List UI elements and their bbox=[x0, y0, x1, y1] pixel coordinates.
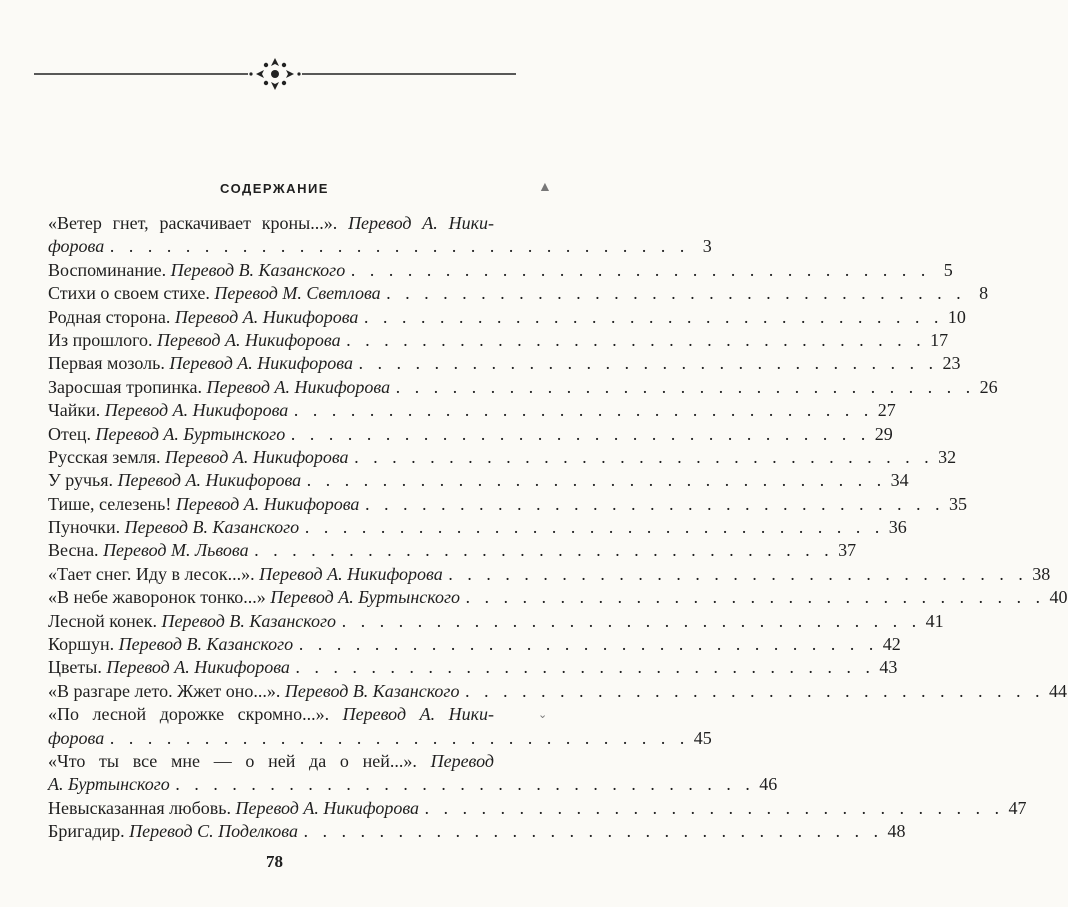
leader-dots: . . . . . . . . . . . . . . . . . . . . . . . . . . . . . . . bbox=[396, 376, 976, 397]
entry-page: 26 bbox=[979, 376, 998, 397]
entry-page: 5 bbox=[943, 259, 953, 280]
toc-entry bbox=[48, 399, 896, 422]
toc-entry bbox=[48, 610, 944, 633]
entry-title: Отец. bbox=[48, 423, 91, 444]
toc-entry-text bbox=[48, 423, 285, 446]
toc-entry bbox=[48, 423, 893, 446]
toc-entry bbox=[48, 797, 1027, 820]
entry-translator: Перевод А. Никифорова bbox=[206, 376, 391, 397]
toc-entry-text bbox=[48, 493, 359, 516]
toc-entry bbox=[48, 750, 494, 773]
entry-page: 46 bbox=[759, 774, 778, 795]
entry-page: 34 bbox=[890, 470, 909, 491]
entry-title: Русская земля. bbox=[48, 446, 161, 467]
entry-translator: Перевод А. Буртынского bbox=[270, 587, 461, 608]
table-of-contents bbox=[48, 212, 1068, 844]
entry-translator: Перевод В. Казанского bbox=[124, 517, 300, 538]
leader-dots: . . . . . . . . . . . . . . . . . . . . . . . . . . . . . . . bbox=[110, 727, 690, 748]
entry-page: 40 bbox=[1049, 587, 1068, 608]
entry-translator: Перевод А. Никифорова bbox=[175, 493, 360, 514]
entry-page: 38 bbox=[1032, 563, 1051, 584]
leader-dots: . . . . . . . . . . . . . . . . . . . . . . . . . . . . . . . bbox=[466, 587, 1046, 608]
entry-title: Пуночки. bbox=[48, 517, 121, 538]
entry-page: 3 bbox=[702, 236, 712, 257]
toc-entry-text bbox=[48, 516, 299, 539]
leader-dots: . . . . . . . . . . . . . . . . . . . . . . . . . . . . . . . bbox=[294, 400, 874, 421]
entry-translator: Перевод bbox=[430, 750, 494, 771]
entry-translator: форова bbox=[48, 236, 105, 257]
toc-entry bbox=[48, 539, 857, 562]
entry-translator: Перевод А. Никифорова bbox=[259, 563, 443, 584]
toc-entry-text bbox=[48, 563, 443, 586]
entry-page: 32 bbox=[938, 446, 957, 467]
entry-page: 41 bbox=[925, 610, 944, 631]
toc-entry-text bbox=[48, 633, 293, 656]
entry-title: Заросшая тропинка. bbox=[48, 376, 203, 397]
entry-page: 8 bbox=[979, 283, 989, 304]
toc-entry-text bbox=[48, 469, 301, 492]
leader-dots: . . . . . . . . . . . . . . . . . . . . . . . . . . . . . . . bbox=[342, 610, 922, 631]
leader-dots: . . . . . . . . . . . . . . . . . . . . . . . . . . . . . . . bbox=[465, 680, 1045, 701]
entry-page: 44 bbox=[1048, 680, 1067, 701]
entry-page: 36 bbox=[888, 517, 907, 538]
entry-title: Невысказанная любовь. bbox=[48, 797, 231, 818]
entry-translator: Перевод В. Казанского bbox=[161, 610, 337, 631]
leader-dots: . . . . . . . . . . . . . . . . . . . . . . . . . . . . . . . bbox=[307, 470, 887, 491]
leader-dots: . . . . . . . . . . . . . . . . . . . . . . . . . . . . . . . bbox=[295, 657, 876, 678]
toc-entry-text bbox=[48, 797, 419, 820]
toc-entry bbox=[48, 586, 1068, 609]
header-ornament bbox=[34, 56, 516, 92]
toc-entry bbox=[48, 469, 909, 492]
toc-entry-text bbox=[48, 610, 336, 633]
entry-title: «Что ты все мне — о ней да о ней...». bbox=[48, 750, 417, 771]
entry-translator: Перевод В. Казанского bbox=[284, 680, 460, 701]
toc-entry bbox=[48, 727, 712, 750]
toc-entry-text bbox=[48, 773, 170, 796]
toc-entry-text bbox=[48, 376, 390, 399]
leader-dots: . . . . . . . . . . . . . . . . . . . . . . . . . . . . . . . bbox=[346, 329, 927, 350]
leader-dots: . . . . . . . . . . . . . . . . . . . . . . . . . . . . . . . bbox=[386, 283, 967, 304]
toc-entry-text bbox=[48, 212, 494, 235]
toc-entry-text bbox=[48, 727, 104, 750]
toc-entry bbox=[48, 306, 966, 329]
entry-page: 47 bbox=[1008, 797, 1027, 818]
margin-mark: ▲ bbox=[538, 180, 552, 195]
toc-entry-text bbox=[48, 235, 104, 258]
toc-entry bbox=[48, 563, 1051, 586]
leader-dots: . . . . . . . . . . . . . . . . . . . . . . . . . . . . . . . bbox=[110, 236, 690, 257]
toc-entry bbox=[48, 820, 906, 843]
entry-translator: Перевод А. Никифорова bbox=[174, 306, 359, 327]
entry-translator: Перевод А. Никифорова bbox=[235, 797, 420, 818]
toc-entry-text bbox=[48, 539, 249, 562]
entry-translator: Перевод М. Светлова bbox=[214, 283, 381, 304]
entry-page: 17 bbox=[930, 329, 949, 350]
toc-entry-text bbox=[48, 586, 460, 609]
leader-dots: . . . . . . . . . . . . . . . . . . . . . . . . . . . . . . . bbox=[364, 306, 944, 327]
toc-entry bbox=[48, 329, 949, 352]
toc-entry bbox=[48, 516, 907, 539]
entry-page: 29 bbox=[874, 423, 893, 444]
leader-dots: . . . . . . . . . . . . . . . . . . . . . . . . . . . . . . . bbox=[351, 259, 931, 280]
entry-title: Коршун. bbox=[48, 634, 115, 655]
entry-page: 45 bbox=[693, 727, 712, 748]
page-number: 78 bbox=[266, 852, 283, 871]
entry-title: У ручья. bbox=[48, 470, 114, 491]
entry-title: «По лесной дорожке скромно...». bbox=[48, 704, 330, 725]
toc-entry-text bbox=[48, 352, 353, 375]
toc-entry-text bbox=[48, 703, 494, 726]
entry-page: 10 bbox=[947, 306, 966, 327]
toc-entry-text bbox=[48, 282, 381, 305]
entry-translator: Перевод А. Никифорова bbox=[117, 470, 302, 491]
toc-entry-text bbox=[48, 329, 341, 352]
entry-title: Из прошлого. bbox=[48, 329, 153, 350]
toc-entry bbox=[48, 282, 989, 305]
leader-dots: . . . . . . . . . . . . . . . . . . . . . . . . . . . . . . . bbox=[305, 517, 885, 538]
toc-entry-text bbox=[48, 656, 290, 679]
entry-page: 48 bbox=[887, 821, 906, 842]
entry-translator: Перевод А. Ники- bbox=[348, 213, 494, 233]
margin-mark: ⌄ bbox=[538, 709, 548, 721]
toc-entry-text bbox=[48, 259, 345, 282]
entry-title: Стихи о своем стихе. bbox=[48, 283, 210, 304]
toc-entry bbox=[48, 259, 953, 282]
toc-entry-text bbox=[48, 446, 349, 469]
entry-title: «Ветер гнет, раскачивает кроны...». bbox=[48, 213, 338, 233]
entry-title: Лесной конек. bbox=[48, 610, 157, 631]
entry-title: Чайки. bbox=[48, 400, 101, 421]
toc-entry bbox=[48, 446, 957, 469]
entry-title: Родная сторона. bbox=[48, 306, 171, 327]
leader-dots: . . . . . . . . . . . . . . . . . . . . . . . . . . . . . . . bbox=[299, 634, 879, 655]
entry-translator: Перевод А. Никифорова bbox=[164, 446, 349, 467]
entry-page: 42 bbox=[882, 634, 901, 655]
leader-dots: . . . . . . . . . . . . . . . . . . . . . . . . . . . . . . . bbox=[448, 563, 1029, 584]
entry-page: 43 bbox=[879, 657, 898, 678]
toc-entry bbox=[48, 235, 712, 258]
toc-entry-text bbox=[48, 680, 459, 703]
entry-translator: Перевод А. Буртынского bbox=[95, 423, 286, 444]
toc-entry bbox=[48, 352, 961, 375]
toc-heading: СОДЕРЖАНИЕ bbox=[220, 181, 329, 196]
leader-dots: . . . . . . . . . . . . . . . . . . . . . . . . . . . . . . . bbox=[175, 774, 756, 795]
entry-translator: Перевод В. Казанского bbox=[170, 259, 346, 280]
entry-translator: Перевод А. Никифорова bbox=[104, 400, 289, 421]
entry-translator: форова bbox=[48, 727, 105, 748]
toc-entry-text bbox=[48, 306, 358, 329]
entry-title: «Тает снег. Иду в лесок...». bbox=[48, 563, 255, 584]
toc-entry bbox=[48, 376, 998, 399]
toc-entry-text bbox=[48, 750, 494, 773]
entry-title: «В небе жаворонок тонко...» bbox=[48, 587, 266, 608]
leader-dots: . . . . . . . . . . . . . . . . . . . . . . . . . . . . . . . bbox=[291, 423, 871, 444]
toc-entry-text bbox=[48, 399, 288, 422]
entry-title: Тише, селезень! bbox=[48, 493, 172, 514]
entry-translator: Перевод А. Никифорова bbox=[106, 657, 290, 678]
leader-dots: . . . . . . . . . . . . . . . . . . . . . . . . . . . . . . . bbox=[354, 446, 935, 467]
toc-entry bbox=[48, 493, 967, 516]
toc-entry bbox=[48, 773, 778, 796]
toc-entry bbox=[48, 212, 494, 235]
toc-entry bbox=[48, 656, 898, 679]
toc-entry bbox=[48, 633, 901, 656]
leader-dots: . . . . . . . . . . . . . . . . . . . . . . . . . . . . . . . bbox=[303, 821, 884, 842]
entry-page: 23 bbox=[942, 353, 961, 374]
entry-title: Первая мозоль. bbox=[48, 353, 165, 374]
entry-translator: Перевод С. Поделкова bbox=[129, 821, 298, 842]
entry-title: Цветы. bbox=[48, 657, 102, 678]
entry-translator: Перевод А. Никифорова bbox=[169, 353, 353, 374]
entry-title: «В разгаре лето. Жжет оно...». bbox=[48, 680, 281, 701]
entry-translator: А. Буртынского bbox=[48, 774, 170, 795]
leader-dots: . . . . . . . . . . . . . . . . . . . . . . . . . . . . . . . bbox=[254, 540, 835, 561]
entry-translator: Перевод А. Никифорова bbox=[157, 329, 341, 350]
toc-entry bbox=[48, 703, 494, 726]
toc-entry-text bbox=[48, 820, 298, 843]
entry-title: Весна. bbox=[48, 540, 99, 561]
entry-page: 27 bbox=[877, 400, 896, 421]
leader-dots: . . . . . . . . . . . . . . . . . . . . . . . . . . . . . . . bbox=[365, 493, 945, 514]
entry-translator: Перевод А. Ники- bbox=[342, 704, 494, 725]
entry-page: 35 bbox=[948, 493, 967, 514]
toc-entry bbox=[48, 680, 1067, 703]
entry-translator: Перевод М. Львова bbox=[103, 540, 249, 561]
entry-page: 37 bbox=[838, 540, 857, 561]
leader-dots: . . . . . . . . . . . . . . . . . . . . . . . . . . . . . . . bbox=[425, 797, 1005, 818]
entry-translator: Перевод В. Казанского bbox=[118, 634, 294, 655]
entry-title: Воспоминание. bbox=[48, 259, 167, 280]
leader-dots: . . . . . . . . . . . . . . . . . . . . . . . . . . . . . . . bbox=[358, 353, 939, 374]
entry-title: Бригадир. bbox=[48, 821, 125, 842]
